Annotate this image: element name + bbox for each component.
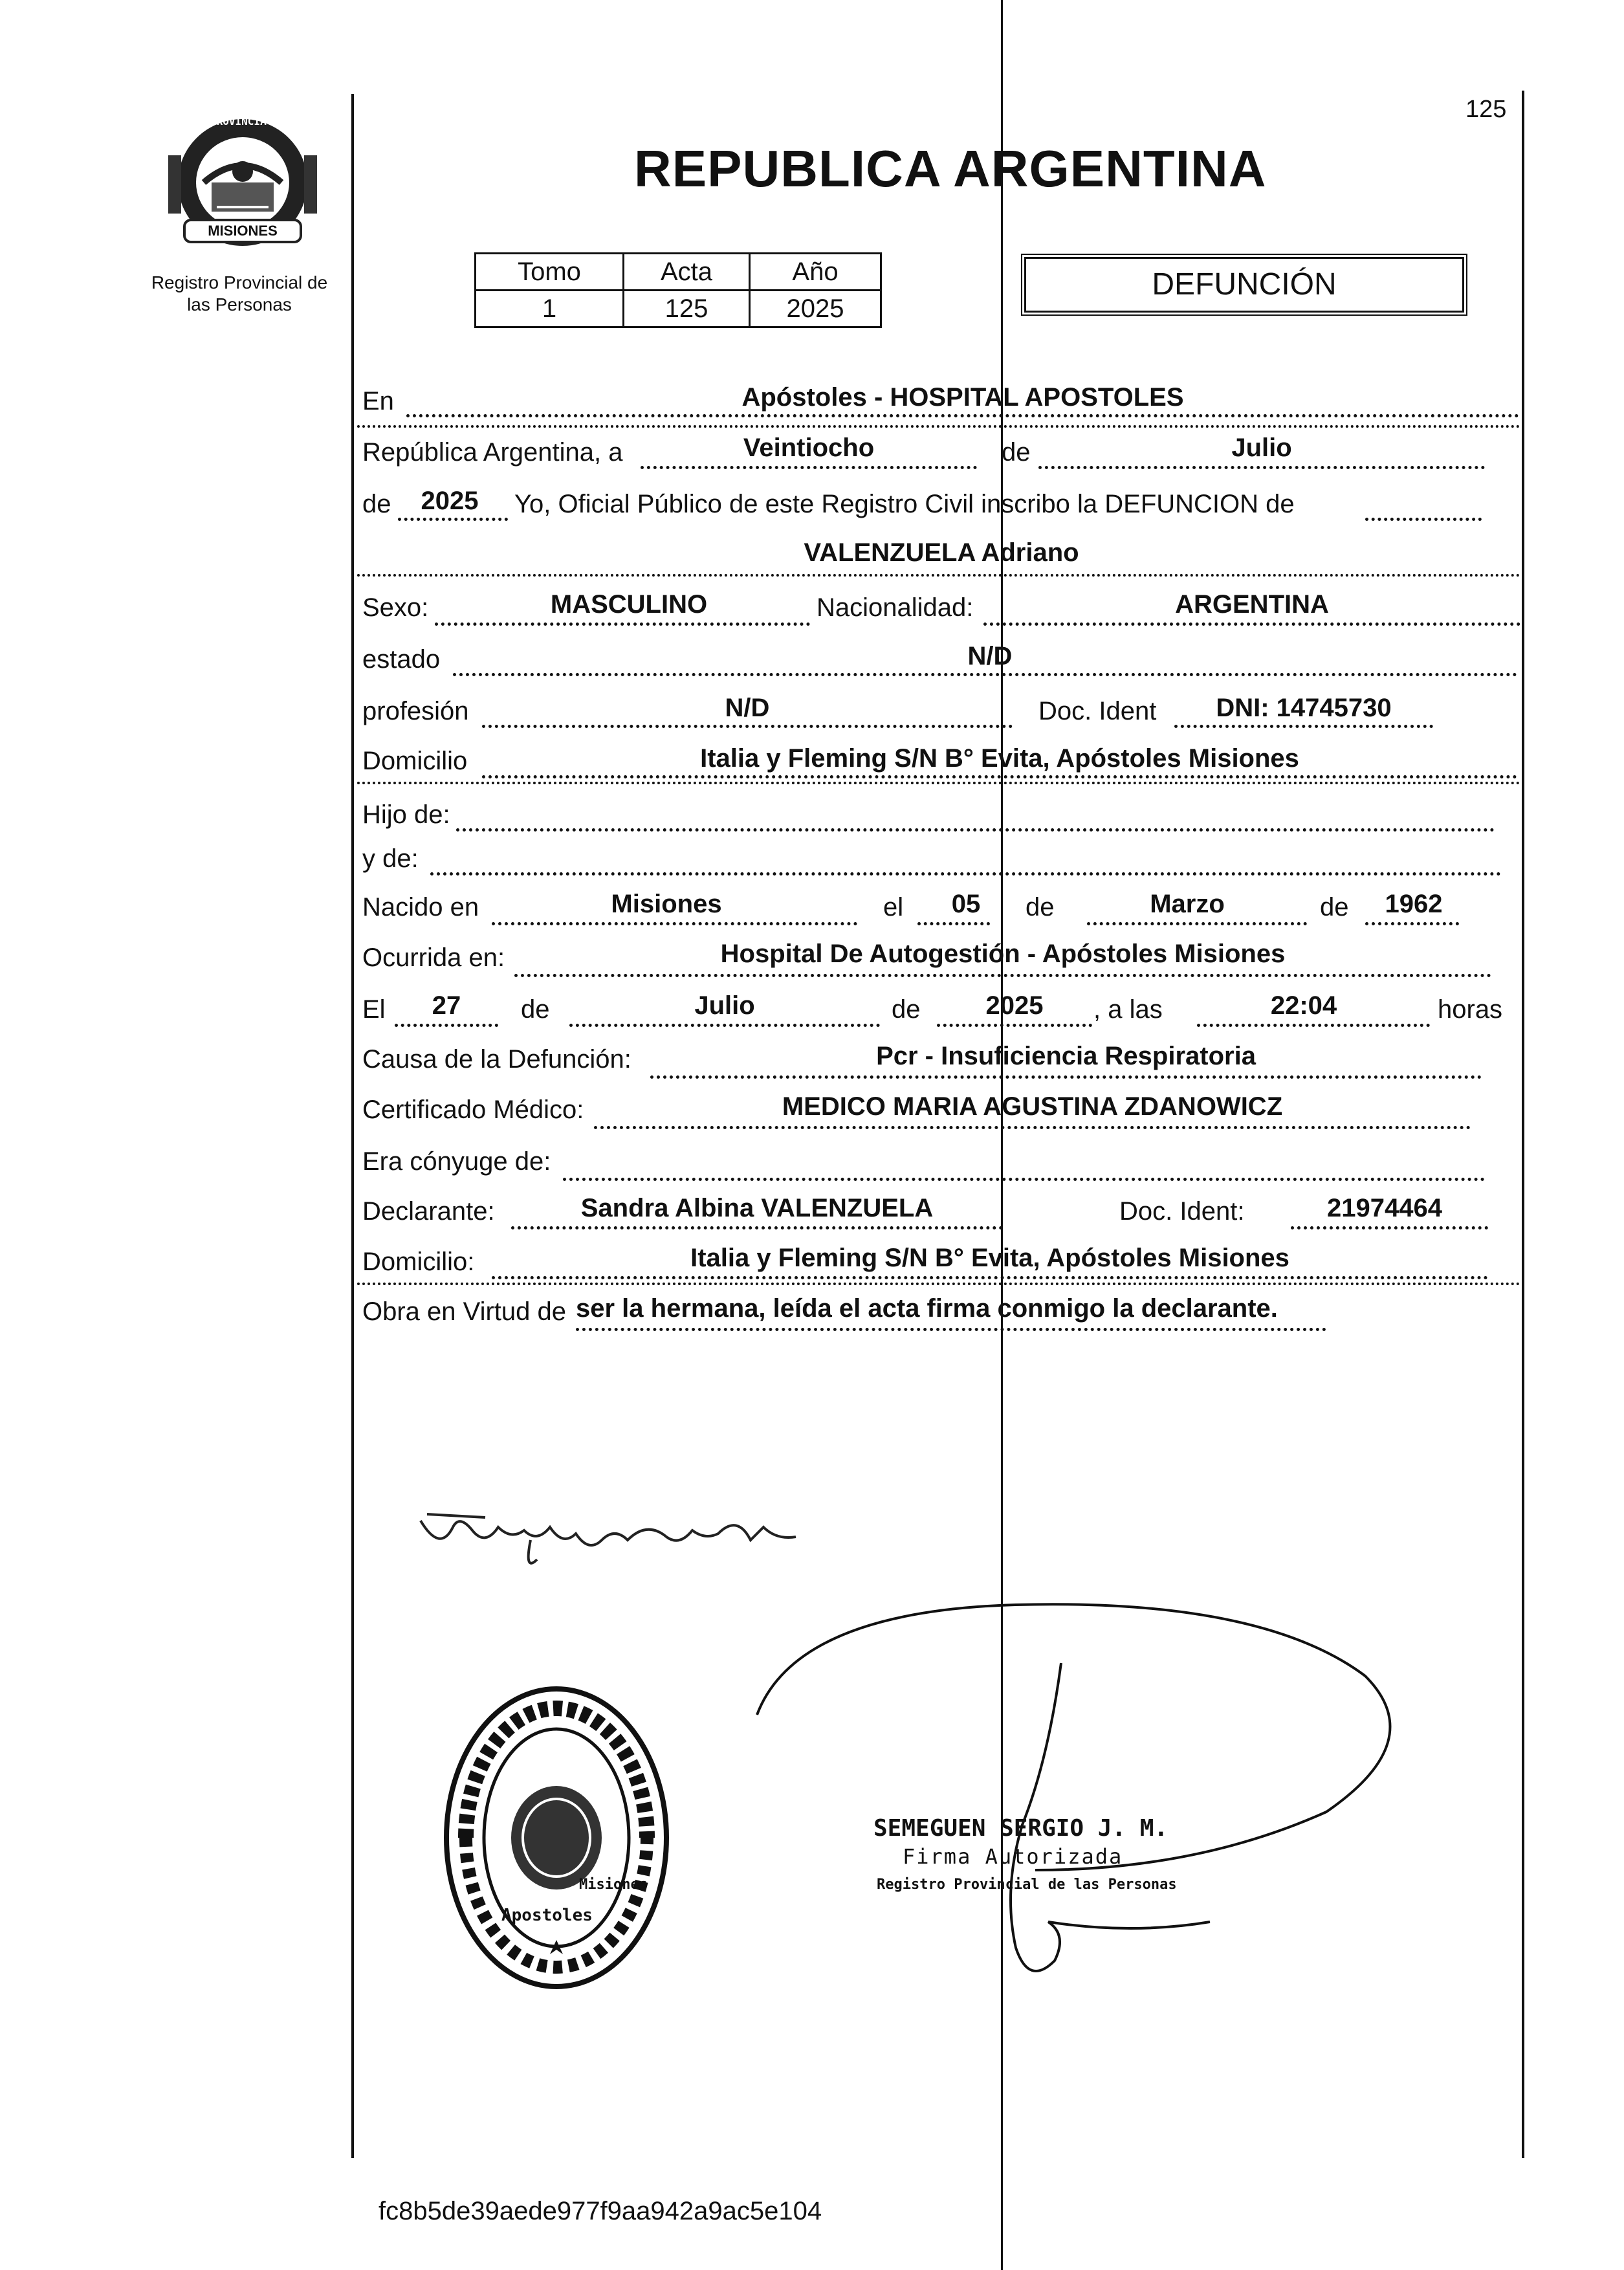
official-org: Registro Provincial de las Personas (877, 1877, 1177, 1893)
registry-round-stamp (440, 1682, 673, 1993)
fallecimiento-el-label: El (362, 995, 386, 1024)
registry-name-line2: las Personas (187, 294, 292, 314)
causa-dots (650, 1075, 1482, 1079)
declarante-doc-value: 21974464 (1327, 1194, 1442, 1222)
causa-value: Pcr - Insuficiencia Respiratoria (876, 1042, 1256, 1070)
row-separator (357, 425, 1520, 428)
certificado-label: Certificado Médico: (362, 1096, 584, 1124)
doc-ident-dots (1174, 725, 1433, 728)
month-dots (1038, 466, 1485, 469)
domicilio2-value: Italia y Fleming S/N B° Evita, Apóstoles Misiones (690, 1244, 1289, 1272)
nacido-year-value: 1962 (1385, 890, 1443, 918)
anio-header: Año (750, 254, 881, 291)
declarante-label: Declarante: (362, 1197, 495, 1226)
conyuge-label: Era cónyuge de: (362, 1147, 551, 1176)
domicilio2-dots (492, 1276, 1488, 1279)
inscripcion-text: Yo, Oficial Público de este Registro Civil inscribo la DEFUNCION de (514, 490, 1295, 518)
declarante-doc-dots (1291, 1226, 1488, 1229)
fallecimiento-horas-label: horas (1438, 995, 1503, 1024)
nacionalidad-dots (983, 623, 1520, 626)
obra-dots (576, 1328, 1326, 1331)
fecha-de-label: de (1002, 438, 1031, 467)
day-dots (641, 466, 977, 469)
domicilio2-label: Domicilio: (362, 1248, 475, 1276)
document-type-box: DEFUNCIÓN (1024, 257, 1464, 313)
certificado-dots (594, 1126, 1471, 1129)
fecha-day-value: Veintiocho (743, 434, 875, 462)
fecha-label: República Argentina, a (362, 438, 623, 467)
nacionalidad-value: ARGENTINA (1175, 590, 1329, 619)
doc-ident-value: DNI: 14745730 (1216, 694, 1392, 722)
inscripcion-dots (1365, 518, 1482, 521)
provincial-seal-logo (165, 110, 320, 256)
domicilio-label: Domicilio (362, 747, 468, 775)
nacido-month-value: Marzo (1150, 890, 1225, 918)
seal-text-top: PROVINCIA DE (210, 115, 285, 127)
fallecimiento-year-value: 2025 (985, 991, 1044, 1020)
ocurrida-value: Hospital De Autogestión - Apóstoles Misiones (720, 940, 1286, 968)
declarant-signature (414, 1501, 815, 1585)
stamp-city: Apostoles (501, 1906, 593, 1925)
right-margin-line (1522, 91, 1524, 2158)
official-signature-scribble (744, 1598, 1469, 2012)
fallecimiento-alas-label: , a las (1093, 995, 1163, 1024)
domicilio-dots (482, 775, 1517, 778)
nacido-day-value: 05 (951, 890, 981, 918)
estado-value: N/D (967, 642, 1013, 670)
fallecimiento-year-dots (937, 1024, 1092, 1027)
registry-table (474, 252, 882, 328)
hijo-de-dots (456, 828, 1495, 832)
official-role: Firma Autorizada (903, 1844, 1123, 1869)
domicilio-value: Italia y Fleming S/N B° Evita, Apóstoles Misiones (700, 744, 1299, 773)
left-margin-line (351, 94, 354, 2158)
nacido-month-dots (1087, 922, 1307, 925)
ocurrida-dots (514, 974, 1491, 977)
nacido-day-dots (917, 922, 990, 925)
fallecimiento-month-value: Julio (694, 991, 755, 1020)
sexo-value: MASCULINO (550, 590, 708, 619)
certificado-value: MEDICO MARIA AGUSTINA ZDANOWICZ (782, 1092, 1283, 1121)
registry-name (129, 272, 349, 316)
profesion-dots (482, 725, 1013, 728)
nacido-de2-label: de (1320, 893, 1349, 921)
tomo-value: 1 (476, 291, 624, 327)
inscripcion-year-value: 2025 (421, 487, 479, 515)
nacionalidad-label: Nacionalidad: (817, 593, 974, 622)
inscripcion-de-label: de (362, 490, 391, 518)
fallecimiento-de2-label: de (892, 995, 921, 1024)
estado-dots (453, 673, 1517, 676)
page-title: REPUBLICA ARGENTINA (634, 140, 1267, 197)
declarante-doc-label: Doc. Ident: (1119, 1197, 1245, 1226)
causa-label: Causa de la Defunción: (362, 1045, 631, 1074)
acta-value: 125 (624, 291, 750, 327)
tomo-header: Tomo (476, 254, 624, 291)
obra-value: ser la hermana, leída el acta firma conmigo la declarante. (576, 1294, 1278, 1323)
registry-name-line1: Registro Provincial de (151, 272, 328, 292)
anio-value: 2025 (750, 291, 881, 327)
fallecimiento-day-dots (395, 1024, 498, 1027)
en-label: En (362, 387, 394, 415)
doc-ident-label: Doc. Ident (1038, 697, 1157, 725)
declarante-value: Sandra Albina VALENZUELA (580, 1194, 934, 1222)
document-hash: fc8b5de39aede977f9aa942a9ac5e104 (379, 2197, 822, 2225)
nacido-place-dots (492, 922, 857, 925)
fallecimiento-month-dots (569, 1024, 880, 1027)
year-dots (398, 518, 508, 521)
nacido-el-label: el (883, 893, 904, 921)
y-de-dots (430, 872, 1501, 876)
ocurrida-label: Ocurrida en: (362, 943, 505, 972)
nacido-de1-label: de (1026, 893, 1055, 921)
sexo-dots (435, 623, 810, 626)
row-separator (357, 574, 1520, 577)
nacido-place-value: Misiones (611, 890, 722, 918)
seal-text-bottom: MISIONES (208, 223, 278, 239)
fallecimiento-time-value: 22:04 (1270, 991, 1337, 1020)
declarante-dots (511, 1226, 1003, 1229)
nacido-year-dots (1365, 922, 1459, 925)
y-de-label: y de: (362, 844, 419, 873)
acta-header: Acta (624, 254, 750, 291)
nacido-en-label: Nacido en (362, 893, 479, 921)
profesion-value: N/D (725, 694, 770, 722)
fallecimiento-time-dots (1197, 1024, 1430, 1027)
en-dots (406, 414, 1519, 417)
estado-label: estado (362, 645, 441, 674)
fallecimiento-de1-label: de (521, 995, 550, 1024)
stamp-province: Misiones (579, 1877, 648, 1893)
conyuge-dots (563, 1178, 1485, 1181)
row-separator (357, 1283, 1520, 1285)
hijo-de-label: Hijo de: (362, 800, 450, 829)
profesion-label: profesión (362, 697, 469, 725)
fallecimiento-day-value: 27 (432, 991, 461, 1020)
official-name: SEMEGUEN SERGIO J. M. (873, 1815, 1169, 1842)
sexo-label: Sexo: (362, 593, 429, 622)
page-number: 125 (1465, 96, 1507, 123)
deceased-name: VALENZUELA Adriano (804, 538, 1079, 567)
en-value: Apóstoles - HOSPITAL APOSTOLES (741, 383, 1184, 412)
obra-label: Obra en Virtud de (362, 1297, 567, 1326)
fecha-month-value: Julio (1231, 434, 1292, 462)
row-separator (357, 782, 1520, 784)
